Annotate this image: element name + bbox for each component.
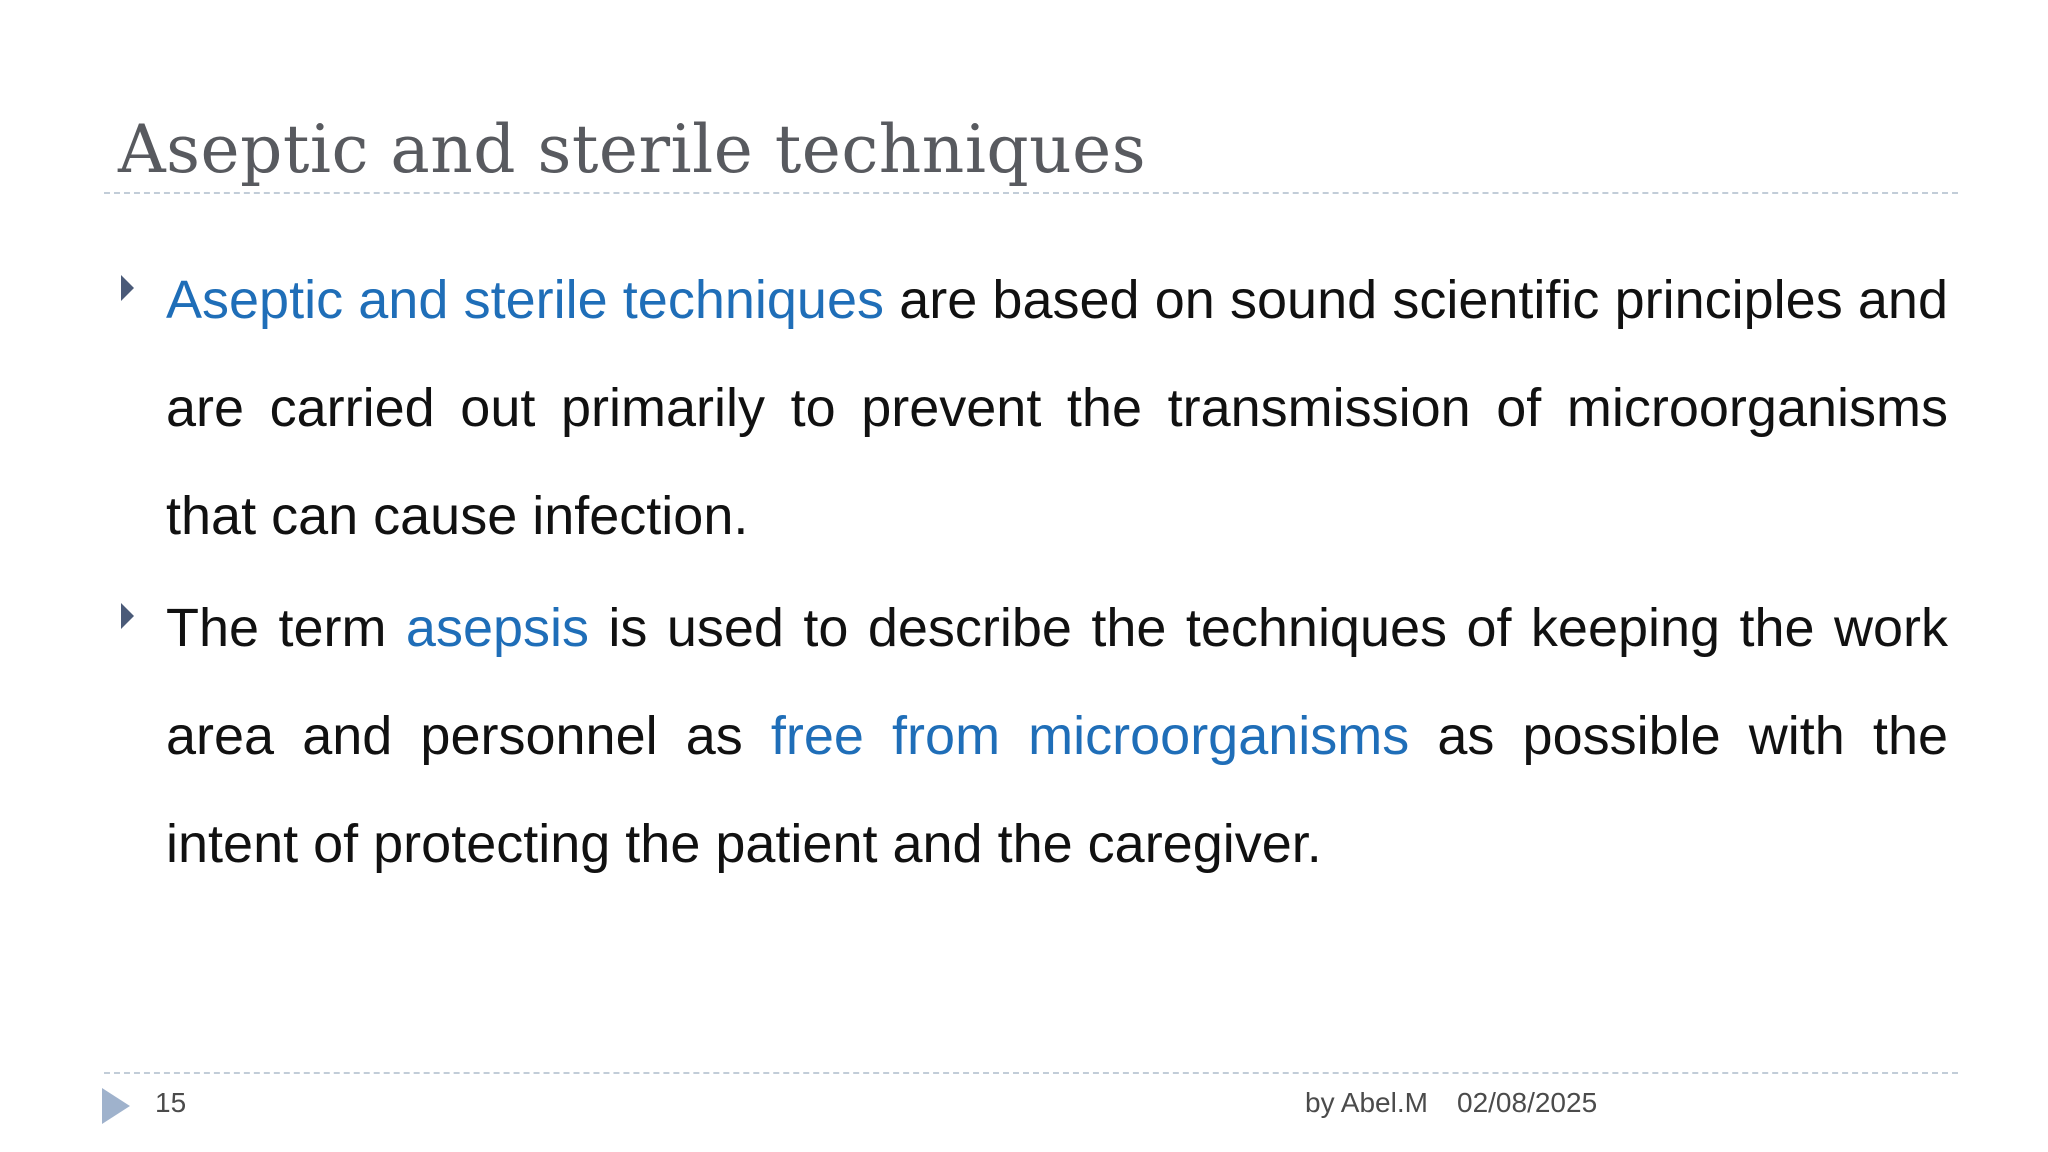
play-triangle-icon [102, 1088, 130, 1124]
bullet-item [118, 574, 1948, 898]
body-text: is used to describe the techniques of keeping the work area and personnel as [166, 598, 1948, 766]
highlighted-term: asepsis [405, 598, 589, 658]
footer-date: 02/08/2025 [1457, 1087, 1598, 1118]
triangle-bullet-icon [121, 275, 134, 301]
page-number: 15 [155, 1087, 187, 1118]
highlighted-term: free from microorganisms [770, 706, 1410, 766]
bullet-item [118, 246, 1948, 570]
footer-divider [104, 1072, 1958, 1074]
bullet-text [166, 246, 1948, 570]
title-divider [104, 192, 1958, 194]
footer-author: by Abel.M [1305, 1087, 1428, 1118]
bullet-list [118, 246, 1948, 898]
highlighted-term: Aseptic and sterile techniques [166, 270, 884, 330]
body-text: as possible with the intent of protecting the patient and the caregiver. [166, 706, 1949, 874]
slide-title: Aseptic and sterile techniques [118, 111, 1147, 188]
body-text: are based on sound scientific principles and are carried out primarily to prevent the transmission of microorganisms that can cause infection. [166, 270, 1948, 546]
body-text: The term [166, 598, 406, 658]
bullet-text [166, 574, 1948, 898]
triangle-bullet-icon [121, 603, 134, 629]
